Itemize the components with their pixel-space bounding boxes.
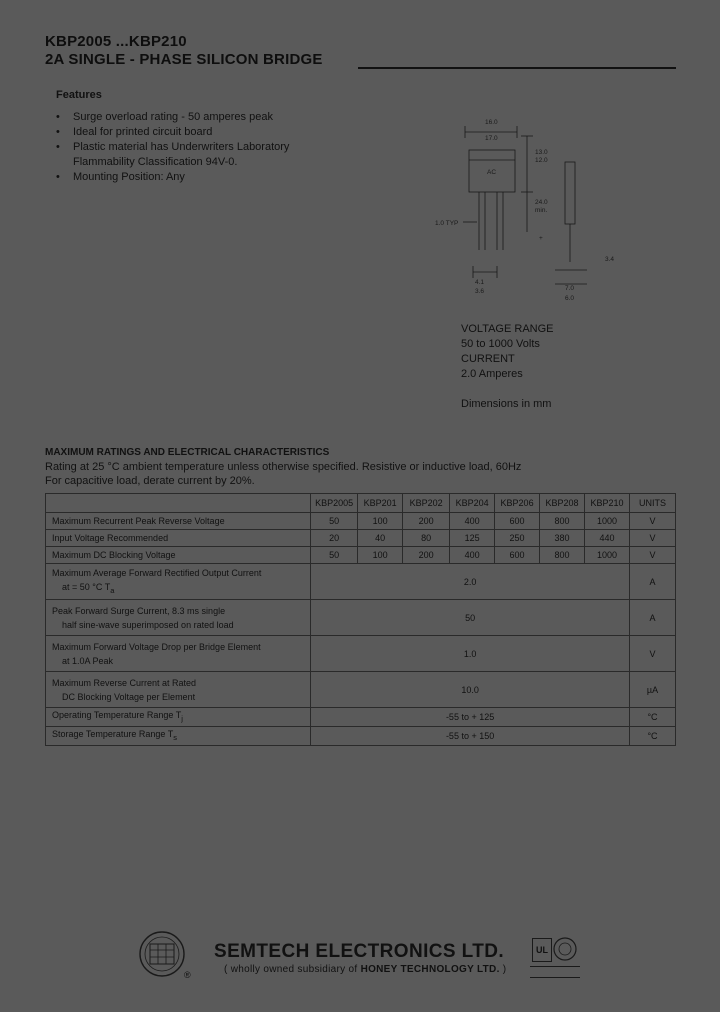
row-condition-text: at = 50 °C T: [62, 581, 111, 592]
dim-side-a: 7.0: [565, 285, 575, 292]
voltage-label: VOLTAGE RANGE: [461, 323, 554, 335]
table-row: [46, 636, 676, 672]
cell-value: 1.0: [311, 636, 630, 672]
row-description: [46, 672, 311, 708]
cell-value: 40: [358, 530, 403, 547]
header-rule: [358, 67, 676, 69]
cell-unit: µA: [629, 672, 675, 708]
row-description-text: Storage Temperature Range T: [52, 728, 174, 739]
cell-value: 50: [311, 547, 358, 564]
row-description: [46, 564, 311, 600]
current-label: CURRENT: [461, 353, 515, 365]
column-header: KBP208: [540, 494, 585, 513]
header-description: [46, 494, 311, 513]
column-header: KBP204: [450, 494, 495, 513]
column-header: KBP210: [585, 494, 630, 513]
cell-value: 10.0: [311, 672, 630, 708]
quality-cert-icon: [552, 936, 578, 962]
feature-item: • Mounting Position: Any: [56, 170, 326, 185]
voltage-value: 50 to 1000 Volts: [461, 338, 540, 350]
table-header-row: [46, 494, 676, 513]
cell-value: -55 to + 150: [311, 726, 630, 745]
dim-lead-a: 24.0: [535, 199, 548, 206]
row-condition-subscript: a: [110, 585, 115, 595]
current-value: 2.0 Amperes: [461, 368, 523, 380]
cell-value: 80: [403, 530, 450, 547]
cert-underline: [530, 966, 580, 978]
row-description-line: DC Blocking Voltage per Element: [62, 691, 196, 702]
dim-thick: 3.4: [605, 256, 615, 263]
row-description-line: half sine-wave superimposed on rated load: [62, 619, 234, 630]
features-heading: Features: [56, 89, 102, 101]
dim-top-a: 16.0: [485, 119, 498, 126]
row-description: Maximum Recurrent Peak Reverse Voltage: [46, 513, 311, 530]
table-row: [46, 530, 676, 547]
cell-value: 400: [450, 547, 495, 564]
company-subsidiary: [224, 964, 506, 975]
table-row: [46, 547, 676, 564]
row-description: [46, 636, 311, 672]
dim-ac: AC: [487, 169, 497, 176]
cell-value: 600: [495, 547, 540, 564]
dim-side-b: 6.0: [565, 295, 575, 302]
cell-value: 600: [495, 513, 540, 530]
company-name: SEMTECH ELECTRONICS LTD.: [214, 941, 505, 962]
row-description-line: [52, 580, 307, 598]
plus-sign: +: [539, 235, 543, 242]
cell-value: 1000: [585, 547, 630, 564]
cell-value: 1000: [585, 513, 630, 530]
registered-mark: ®: [184, 970, 191, 980]
cell-unit: V: [629, 547, 675, 564]
row-description-subscript: j: [181, 713, 183, 723]
feature-item: • Ideal for printed circuit board: [56, 125, 326, 140]
dim-pin-b: 3.6: [475, 288, 485, 295]
row-description-text: Operating Temperature Range T: [52, 710, 182, 720]
column-header: KBP202: [403, 494, 450, 513]
feature-item: • Surge overload rating - 50 amperes peak: [56, 110, 326, 125]
row-description: [46, 708, 311, 727]
row-description: Input Voltage Recommended: [46, 530, 311, 547]
characteristics-table: [45, 493, 676, 746]
table-row: [46, 672, 676, 708]
column-header: KBP2005: [311, 494, 358, 513]
table-row: [46, 708, 676, 727]
row-description: [46, 600, 311, 636]
cell-unit: °C: [629, 726, 675, 745]
row-description-line: Maximum Forward Voltage Drop per Bridge Element: [52, 641, 261, 652]
row-description: [46, 726, 311, 745]
features-list: [56, 110, 326, 185]
column-header: KBP206: [495, 494, 540, 513]
ratings-note-2: For capacitive load, derate current by 20%.: [45, 475, 255, 487]
cell-value: 800: [540, 513, 585, 530]
cell-value: 250: [495, 530, 540, 547]
subsidiary-prefix: ( wholly owned subsidiary of: [224, 964, 358, 975]
cell-unit: A: [629, 564, 675, 600]
table-row: [46, 600, 676, 636]
table-row: [46, 513, 676, 530]
cell-value: 50: [311, 600, 630, 636]
cell-unit: V: [629, 530, 675, 547]
cell-value: 100: [358, 547, 403, 564]
feature-item: • Plastic material has Underwriters Laboratory Flammability Classification 94V-0.: [56, 140, 326, 170]
cell-value: -55 to + 125: [311, 708, 630, 727]
row-description-subscript: s: [173, 732, 177, 742]
cell-value: 800: [540, 547, 585, 564]
cell-unit: V: [629, 513, 675, 530]
dim-right-b: 12.0: [535, 157, 548, 164]
table-row: [46, 726, 676, 745]
cell-value: 20: [311, 530, 358, 547]
row-description: Maximum DC Blocking Voltage: [46, 547, 311, 564]
dim-pin-a: 4.1: [475, 279, 485, 286]
cell-unit: °C: [629, 708, 675, 727]
units-header: UNITS: [629, 494, 675, 513]
cell-value: 440: [585, 530, 630, 547]
subsidiary-name: HONEY TECHNOLOGY LTD.: [360, 964, 500, 975]
cell-value: 200: [403, 513, 450, 530]
cell-value: 50: [311, 513, 358, 530]
dim-typ: 1.0 TYP: [435, 220, 459, 227]
ratings-note-1: Rating at 25 °C ambient temperature unless otherwise specified. Resistive or inductive load, 60Hz: [45, 461, 522, 473]
cell-value: 2.0: [311, 564, 630, 600]
subsidiary-suffix: ): [502, 964, 507, 975]
units-note: Dimensions in mm: [461, 398, 552, 410]
row-description-line: at 1.0A Peak: [62, 655, 114, 666]
row-description-line: Maximum Average Forward Rectified Output Current: [52, 567, 262, 578]
row-description-line: Peak Forward Surge Current, 8.3 ms single: [52, 605, 226, 616]
cell-value: 400: [450, 513, 495, 530]
cell-value: 100: [358, 513, 403, 530]
column-header: KBP201: [358, 494, 403, 513]
package-outline-diagram: [435, 112, 635, 307]
cell-value: 125: [450, 530, 495, 547]
cell-unit: A: [629, 600, 675, 636]
ratings-title: MAXIMUM RATINGS AND ELECTRICAL CHARACTERISTICS: [45, 447, 330, 458]
dim-lead-b: min.: [535, 207, 548, 214]
specs-block: [461, 322, 661, 412]
table-row: [46, 564, 676, 600]
ul-cert-mark: UL: [532, 938, 552, 962]
page-title: 2A SINGLE - PHASE SILICON BRIDGE: [45, 51, 323, 68]
cell-value: 200: [403, 547, 450, 564]
dim-top-b: 17.0: [485, 135, 498, 142]
cell-unit: V: [629, 636, 675, 672]
cell-value: 380: [540, 530, 585, 547]
part-range-title: KBP2005 ...KBP210: [45, 33, 187, 50]
dim-right-a: 13.0: [535, 149, 548, 156]
row-description-line: Maximum Reverse Current at Rated: [52, 677, 197, 688]
